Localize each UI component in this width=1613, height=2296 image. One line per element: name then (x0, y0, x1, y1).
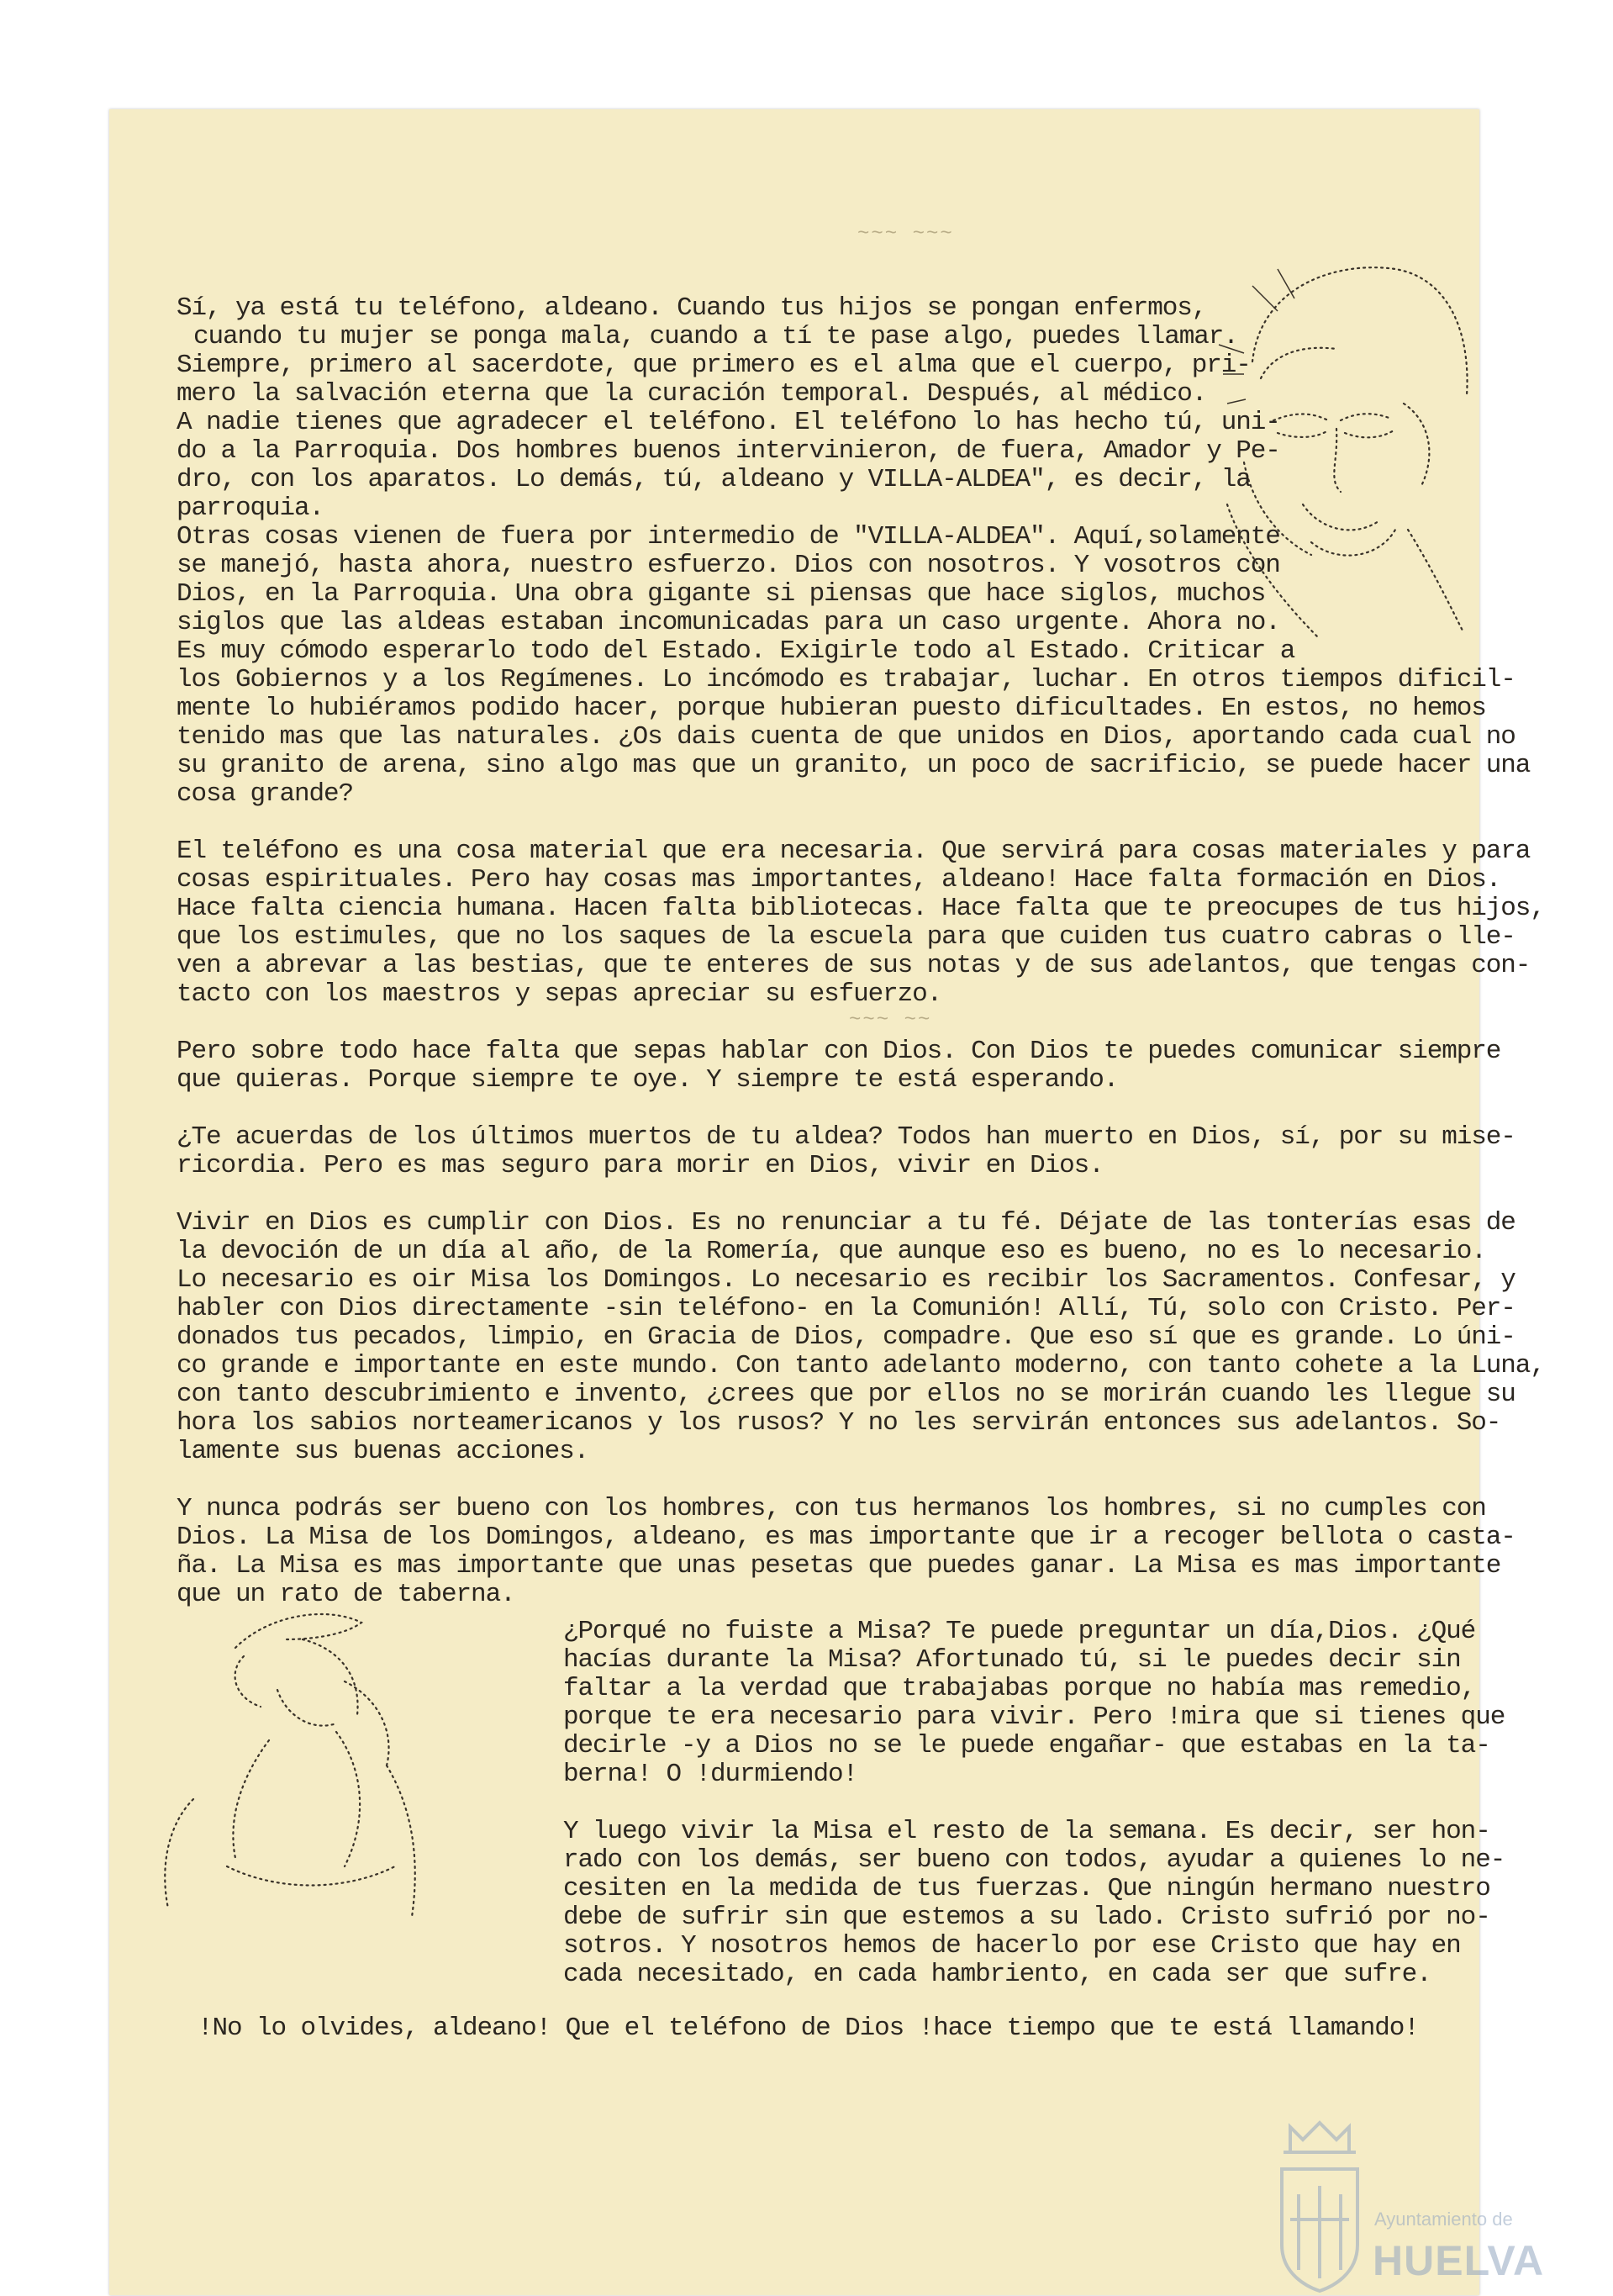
faint-mark: ~~~ ~~ (849, 1009, 932, 1032)
text-line: cuando tu mujer se ponga mala, cuando a tí te pase algo, puedes llamar. (193, 322, 1238, 351)
text-line: parroquia. (177, 494, 324, 523)
text-line: Y luego vivir la Misa el resto de la semana. Es decir, ser hon- (563, 1817, 1490, 1846)
text-line: Lo necesario es oir Misa los Domingos. Lo necesario es recibir los Sacramentos. Confesar, y (177, 1265, 1515, 1295)
text-line: ña. La Misa es mas importante que unas pesetas que puedes ganar. La Misa es mas importante (177, 1551, 1501, 1581)
text-line: tacto con los maestros y sepas apreciar su esfuerzo. (177, 979, 942, 1009)
text-line: cosas espirituales. Pero hay cosas mas importantes, aldeano! Hace falta formación en Dios. (177, 865, 1501, 895)
text-line: El teléfono es una cosa material que era necesaria. Que servirá para cosas materiales y para (177, 837, 1531, 866)
drinker-sketch-illustration (143, 1589, 521, 1925)
text-line: decirle -y a Dios no se le puede engañar- que estabas en la ta- (563, 1731, 1490, 1760)
text-line: lamente sus buenas acciones. (177, 1437, 589, 1466)
text-line: hacías durante la Misa? Afortunado tú, si le puedes decir sin (563, 1645, 1461, 1675)
text-line: Y nunca podrás ser bueno con los hombres, con tus hermanos los hombres, si no cumples con (177, 1494, 1486, 1523)
text-line: A nadie tienes que agradecer el teléfono. El teléfono lo has hecho tú, uni- (177, 408, 1280, 437)
text-line: do a la Parroquia. Dos hombres buenos intervinieron, de fuera, Amador y Pe- (177, 436, 1280, 466)
text-line: faltar a la verdad que trabajabas porque no había mas remedio, (563, 1674, 1476, 1703)
text-line: los Gobiernos y a los Regímenes. Lo incómodo es trabajar, luchar. En otros tiempos dificil- (177, 665, 1515, 694)
text-line: Sí, ya está tu teléfono, aldeano. Cuando tus hijos se pongan enfermos, (177, 293, 1207, 323)
watermark-line2: HUELVA (1373, 2237, 1545, 2284)
text-line: rado con los demás, ser bueno con todos, ayudar a quienes lo ne- (563, 1845, 1505, 1875)
text-line: Pero sobre todo hace falta que sepas hablar con Dios. Con Dios te puedes comunicar siempre (177, 1037, 1501, 1066)
text-line: dro, con los aparatos. Lo demás, tú, aldeano y VILLA-ALDEA", es decir, la (177, 465, 1251, 494)
text-line: se manejó, hasta ahora, nuestro esfuerzo. Dios con nosotros. Y vosotros con (177, 551, 1280, 580)
text-line: cosa grande? (177, 779, 354, 809)
ayuntamiento-huelva-watermark (1273, 2119, 1555, 2295)
text-line: donados tus pecados, limpio, en Gracia de Dios, compadre. Que eso sí que es grande. Lo úni- (177, 1322, 1515, 1352)
coat-of-arms-icon (1273, 2119, 1366, 2295)
text-line: su granito de arena, sino algo mas que un granito, un poco de sacrificio, se puede hacer una (177, 751, 1531, 780)
text-line: Siempre, primero al sacerdote, que primero es el alma que el cuerpo, pri- (177, 351, 1251, 380)
text-line: que quieras. Porque siempre te oye. Y siempre te está esperando. (177, 1065, 1119, 1095)
text-line: ven a abrevar a las bestias, que te enteres de sus notas y de sus adelantos, que tengas con- (177, 951, 1531, 980)
text-line: ¿Porqué no fuiste a Misa? Te puede preguntar un día,Dios. ¿Qué (563, 1617, 1476, 1646)
faint-mark: ~~~ ~~~ (857, 223, 954, 245)
text-line: berna! O !durmiendo! (563, 1760, 858, 1789)
text-line: mero la salvación eterna que la curación temporal. Después, al médico. (177, 379, 1207, 409)
text-line: Dios, en la Parroquia. Una obra gigante si piensas que hace siglos, muchos (177, 579, 1266, 609)
text-line: co grande e importante en este mundo. Con tanto adelanto moderno, con tanto cohete a la Luna, (177, 1351, 1545, 1380)
closing-line: !No lo olvides, aldeano! Que el teléfono de Dios !hace tiempo que te está llamando! (198, 2014, 1419, 2043)
watermark-line1: Ayuntamiento de (1374, 2209, 1513, 2230)
text-line: Hace falta ciencia humana. Hacen falta bibliotecas. Hace falta que te preocupes de tus hijos, (177, 894, 1545, 923)
text-line: sotros. Y nosotros hemos de hacerlo por ese Cristo que hay en (563, 1931, 1461, 1961)
text-line: cesiten en la medida de tus fuerzas. Que ningún hermano nuestro (563, 1874, 1490, 1903)
text-line: ¿Te acuerdas de los últimos muertos de tu aldea? Todos han muerto en Dios, sí, por su mise- (177, 1122, 1515, 1152)
text-line: Vivir en Dios es cumplir con Dios. Es no renunciar a tu fé. Déjate de las tonterías esas de (177, 1208, 1515, 1238)
text-line: cada necesitado, en cada hambriento, en cada ser que sufre. (563, 1960, 1431, 1989)
text-line: porque te era necesario para vivir. Pero !mira que si tienes que (563, 1702, 1505, 1732)
text-line: siglos que las aldeas estaban incomunicadas para un caso urgente. Ahora no. (177, 608, 1280, 637)
text-line: habler con Dios directamente -sin teléfono- en la Comunión! Allí, Tú, solo con Cristo. Per- (177, 1294, 1515, 1323)
text-line: Otras cosas vienen de fuera por intermedio de "VILLA-ALDEA". Aquí,solamente (177, 522, 1280, 552)
text-line: que los estimules, que no los saques de la escuela para que cuiden tus cuatro cabras o lle- (177, 922, 1515, 952)
text-line: mente lo hubiéramos podido hacer, porque hubieran puesto dificultades. En estos, no hemos (177, 694, 1486, 723)
text-line: hora los sabios norteamericanos y los rusos? Y no les servirán entonces sus adelantos. So- (177, 1408, 1501, 1438)
text-line: Dios. La Misa de los Domingos, aldeano, es mas importante que ir a recoger bellota o casta- (177, 1523, 1515, 1552)
text-line: que un rato de taberna. (177, 1580, 515, 1609)
text-line: la devoción de un día al año, de la Romería, que aunque eso es bueno, no es lo necesario. (177, 1237, 1486, 1266)
text-line: debe de sufrir sin que estemos a su lado. Cristo sufrió por no- (563, 1903, 1490, 1932)
text-line: tenido mas que las naturales. ¿Os dais cuenta de que unidos en Dios, aportando cada cual no (177, 722, 1515, 752)
text-line: ricordia. Pero es mas seguro para morir en Dios, vivir en Dios. (177, 1151, 1104, 1180)
text-line: con tanto descubrimiento e invento, ¿crees que por ellos no se morirán cuando les llegue su (177, 1380, 1515, 1409)
text-line: Es muy cómodo esperarlo todo del Estado. Exigirle todo al Estado. Criticar a (177, 636, 1295, 666)
